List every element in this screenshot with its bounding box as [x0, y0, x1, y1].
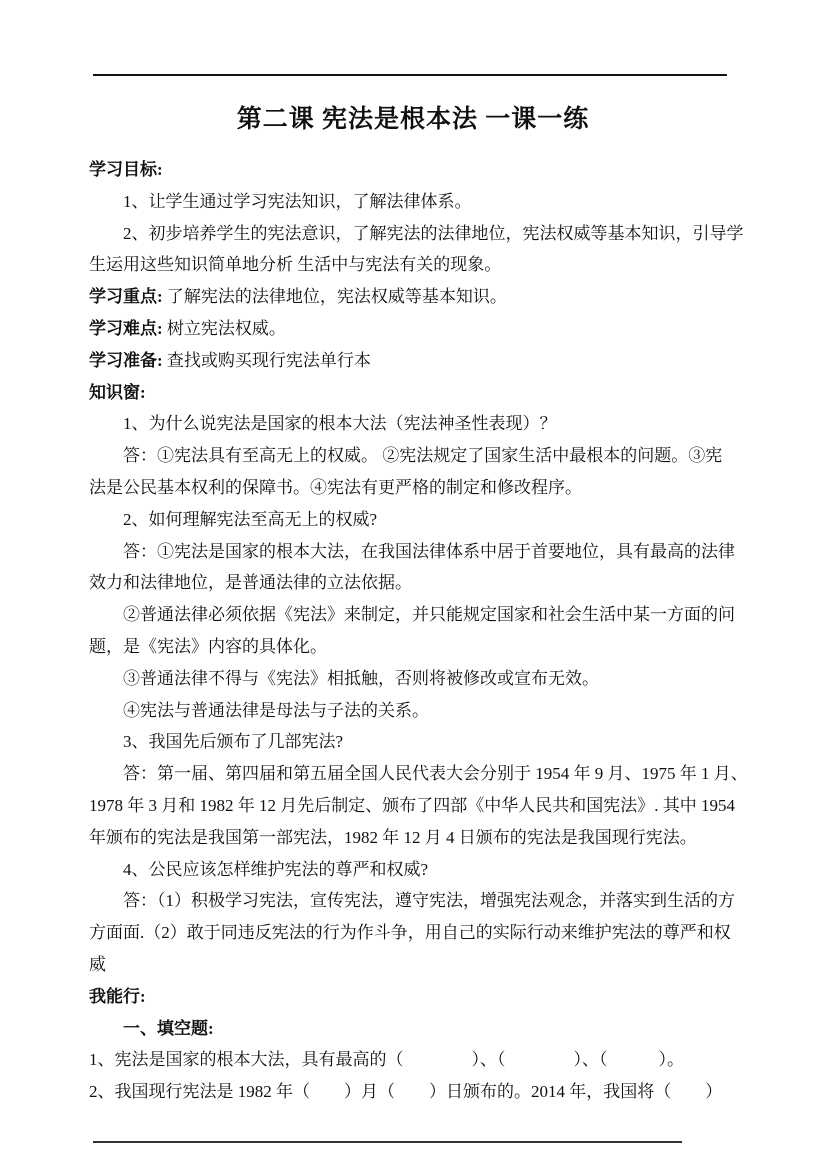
doc-line: 方面面.（2）敢于同违反宪法的行为作斗争，用自己的实际行动来维护宪法的尊严和权: [89, 923, 731, 943]
bottom-horizontal-rule: [93, 1141, 682, 1143]
doc-line: 威: [89, 954, 106, 974]
doc-line: 1978 年 3 月和 1982 年 12 月先后制定、颁布了四部《中华人民共和国宪法》. 其中 1954: [89, 795, 735, 815]
doc-line: 1、为什么说宪法是国家的根本大法（宪法神圣性表现）？: [123, 414, 557, 434]
heading-learning-difficulty-line: [89, 313, 737, 345]
fill-blank-question: 1、宪法是国家的根本大法，具有最高的（ ）、（ ）、（ ）。: [89, 1050, 684, 1070]
doc-line: 答：①宪法具有至高无上的权威。 ②宪法规定了国家生活中最根本的问题。③宪: [123, 446, 723, 466]
page-title: 第二课 宪法是根本法 一课一练: [236, 106, 590, 133]
doc-line: 2、初步培养学生的宪法意识，了解宪法的法律地位，宪法权威等基本知识，引导学: [123, 223, 744, 243]
document-body: [89, 154, 748, 1108]
doc-line: 生运用这些知识简单地分析 生活中与宪法有关的现象。: [89, 255, 502, 275]
doc-line: 答：（1）积极学习宪法，宣传宪法，遵守宪法，增强宪法观念，并落实到生活的方: [123, 891, 735, 911]
doc-line: 答：①宪法是国家的根本大法，在我国法律体系中居于首要地位，具有最高的法律: [123, 541, 735, 561]
doc-line: 题，是《宪法》内容的具体化。: [89, 636, 327, 656]
heading-learning-focus-line: [89, 281, 737, 313]
line-text: 了解宪法的法律地位，宪法权威等基本知识。: [162, 287, 507, 307]
heading-knowledge-window: 知识窗:: [89, 382, 146, 402]
doc-line: 年颁布的宪法是我国第一部宪法，1982 年 12 月 4 日颁布的宪法是我国现行宪法。: [89, 827, 697, 847]
doc-line: 2、如何理解宪法至高无上的权威?: [123, 509, 378, 529]
line-label: 学习难点:: [89, 318, 163, 338]
doc-line: 4、公民应该怎样维护宪法的尊严和权威?: [123, 859, 429, 879]
heading-fill-in-blanks: 一、填空题:: [123, 1018, 214, 1038]
doc-line: 效力和法律地位，是普通法律的立法依据。: [89, 573, 412, 593]
line-text: 树立宪法权威。: [162, 318, 286, 338]
doc-line: 法是公民基本权利的保障书。④宪法有更严格的制定和修改程序。: [89, 477, 582, 497]
line-label: 学习准备:: [89, 350, 163, 370]
line-label: 学习重点:: [89, 287, 163, 307]
doc-line: ④宪法与普通法律是母法与子法的关系。: [123, 700, 429, 720]
heading-i-can-do: 我能行:: [89, 986, 146, 1006]
heading-learning-preparation-line: [89, 345, 737, 377]
doc-line: ③普通法律不得与《宪法》相抵触，否则将被修改或宣布无效。: [123, 668, 599, 688]
doc-line: 1、让学生通过学习宪法知识，了解法律体系。: [123, 191, 472, 211]
doc-line: ②普通法律必须依据《宪法》来制定，并只能规定国家和社会生活中某一方面的问: [123, 605, 735, 625]
doc-line: 3、我国先后颁布了几部宪法?: [123, 732, 344, 752]
doc-line: 答：第一届、第四届和第五届全国人民代表大会分别于 1954 年 9 月、1975 年 1 月、: [123, 764, 748, 784]
line-text: 查找或购买现行宪法单行本: [162, 350, 371, 370]
top-horizontal-rule: [93, 74, 727, 76]
fill-blank-question: 2、我国现行宪法是 1982 年（ ）月（ ）日颁布的。2014 年，我国将（ ）: [89, 1082, 723, 1102]
heading-learning-goals: 学习目标:: [89, 160, 163, 179]
